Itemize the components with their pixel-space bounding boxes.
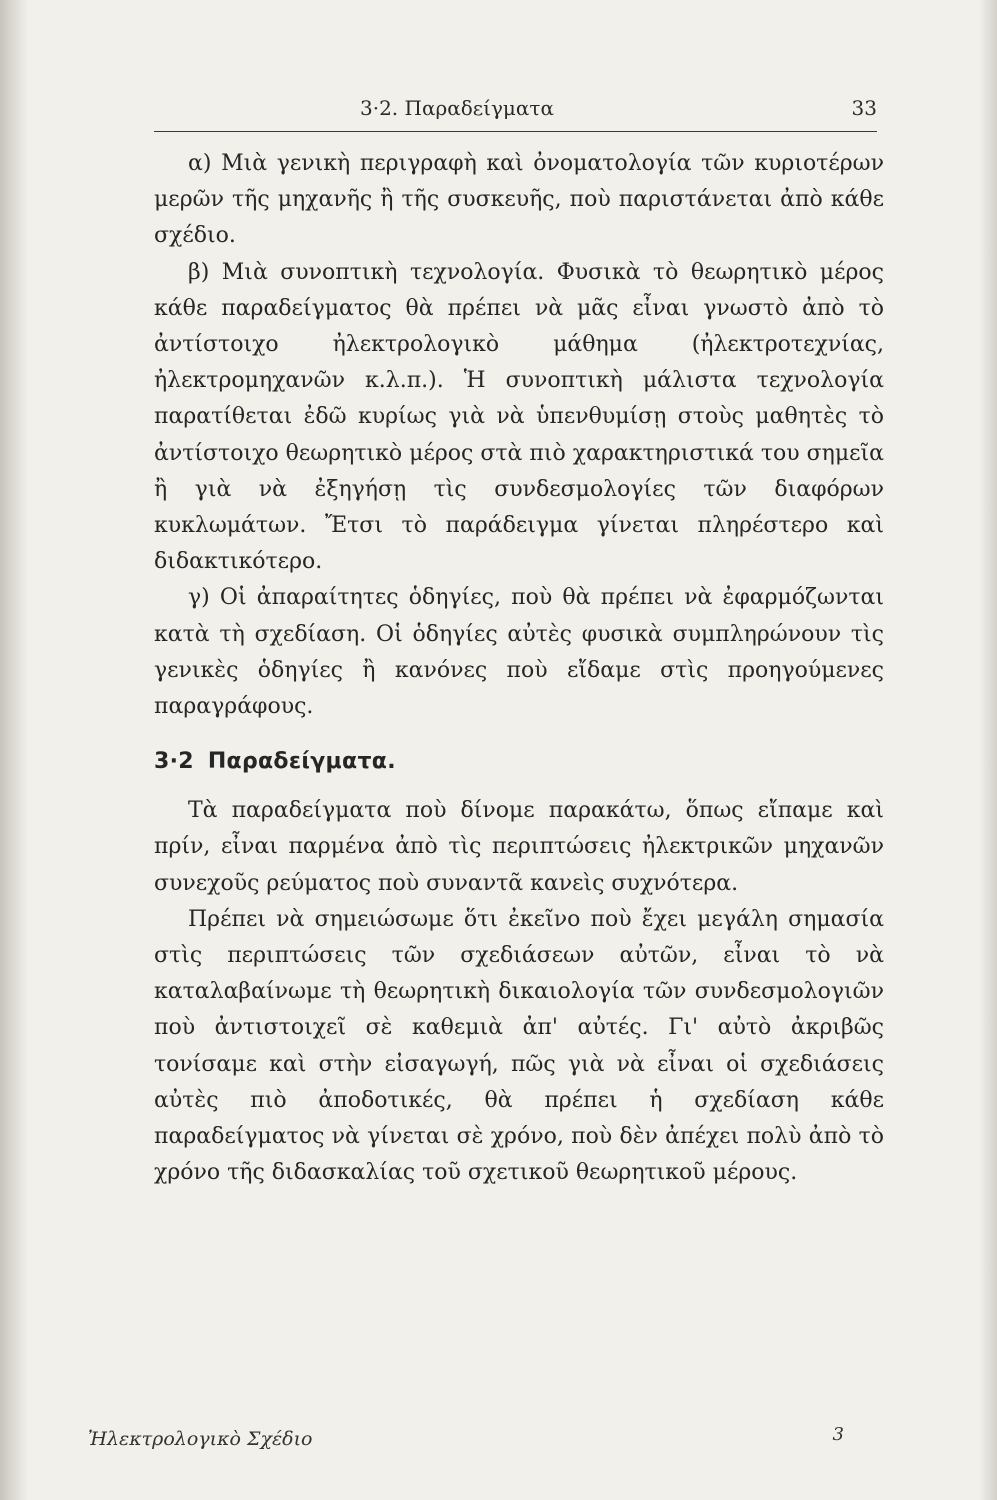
footer-book-title: Ἠλεκτρολογικὸ Σχέδιο [88,1428,313,1450]
running-head [154,96,877,130]
body-text [154,146,884,1191]
section-number: 3·2 [154,749,194,775]
paragraph-item-b: β) Μιὰ συνοπτικὴ τεχνολογία. Φυσικὰ τὸ θεωρητικὸ μέρος κάθε παραδείγματος θὰ πρέπει νὰ μᾶς εἶναι γνωστὸ ἀπὸ τὸ ἀντίστοιχο ἠλεκτρολογικὸ μάθημα (ἠλεκτροτεχνίας, ἠλεκτρομηχανῶν κ.λ.π.). Ἡ συνοπτικὴ μάλιστα τεχνολογία παρατίθεται ἐδῶ κυρίως γιὰ νὰ ὑπενθυμίσῃ στοὺς μαθητὲς τὸ ἀντίστοιχο θεωρητικὸ μέρος στὰ πιὸ χαρακτηριστικά του σημεῖα ἢ γιὰ νὰ ἐξηγήσῃ τὶς συνδεσμολογίες τῶν διαφόρων κυκλωμάτων. Ἔτσι τὸ παράδειγμα γίνεται πληρέστερο καὶ διδακτικότερο. [154,259,884,575]
paragraph-item-a: α) Μιὰ γενικὴ περιγραφὴ καὶ ὀνοματολογία τῶν κυριοτέρων μερῶν τῆς μηχανῆς ἢ τῆς συσκευῆς, ποὺ παριστάνεται ἀπὸ κάθε σχέδιο. [154,151,884,249]
paragraph-examples-note: Πρέπει νὰ σημειώσωμε ὅτι ἐκεῖνο ποὺ ἔχει μεγάλη σημασία στὶς περιπτώσεις τῶν σχεδιάσεων αὐτῶν, εἶναι τὸ νὰ καταλαβαίνωμε τὴ θεωρητικὴ δικαιολογία τῶν συνδεσμολογιῶν ποὺ ἀντιστοιχεῖ σὲ καθεμιὰ ἀπ' αὐτές. Γι' αὐτὸ ἀκριβῶς τονίσαμε καὶ στὴν εἰσαγωγή, πῶς γιὰ νὰ εἶναι οἱ σχεδιάσεις αὐτὲς πιὸ ἀποδοτικές, θὰ πρέπει ἡ σχεδίαση κάθε παραδείγματος νὰ γίνεται σὲ χρόνο, ποὺ δὲν ἀπέχει πολὺ ἀπὸ τὸ χρόνο τῆς διδασκαλίας τοῦ σχετικοῦ θεωρητικοῦ μέρους. [154,906,884,1186]
header-rule [154,131,877,132]
footer-signature-mark: 3 [832,1424,844,1445]
section-title: Παραδείγματα. [207,749,396,775]
running-title: 3·2. Παραδείγματα [360,96,555,120]
page-number: 33 [851,96,877,120]
paragraph-item-c: γ) Οἱ ἀπαραίτητες ὁδηγίες, ποὺ θὰ πρέπει νὰ ἐφαρμόζωνται κατὰ τὴ σχεδίαση. Οἱ ὁδηγίες αὐτὲς φυσικὰ συμπληρώνουν τὶς γενικὲς ὁδηγίες ἢ κανόνες ποὺ εἴδαμε στὶς προηγούμενες παραγράφους. [154,585,884,720]
paragraph-examples-intro: Τὰ παραδείγματα ποὺ δίνομε παρακάτω, ὅπως εἴπαμε καὶ πρίν, εἶναι παρμένα ἀπὸ τὶς περιπτώσεις ἠλεκτρικῶν μηχανῶν συνεχοῦς ρεύματος ποὺ συναντᾶ κανεὶς συχνότερα. [154,798,884,896]
section-heading [154,747,884,777]
